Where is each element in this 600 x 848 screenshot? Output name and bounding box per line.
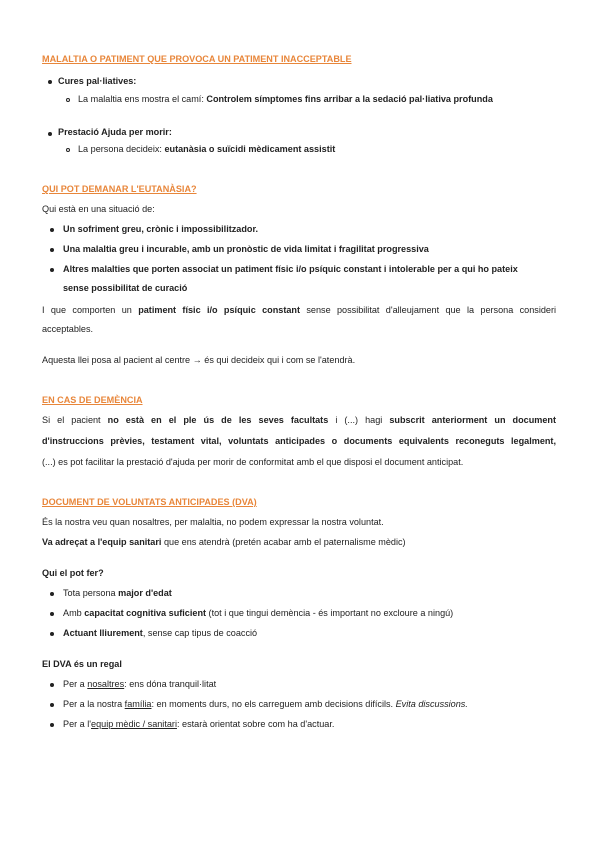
paragraph-line: És la nostra veu quan nosaltres, per malaltia, no podem expressar la nostra voluntat. <box>42 517 384 527</box>
list-item: Un sofriment greu, crònic i impossibilitzador. <box>63 224 259 234</box>
list-item-prestacio: Prestació Ajuda per morir: <box>58 127 172 137</box>
paragraph-line: I que comporten un patiment físic i/o psíquic constant sense possibilitat d'alleujament que la persona consideri <box>42 305 557 315</box>
subheading: El DVA és un regal <box>42 659 122 669</box>
intro-text: Qui està en una situació de: <box>42 204 155 214</box>
sub-item-prestacio: La persona decideix: eutanàsia o suïcidi mèdicament assistit <box>78 144 336 154</box>
list-item: Altres malalties que porten associat un patiment físic i/o psíquic constant i intolerable per a qui ho pateix <box>63 264 518 274</box>
paragraph-line: (...) es pot facilitar la prestació d'ajuda per morir de conformitat amb el que disposi el document anticipat. <box>42 457 464 467</box>
list-item: Per a nosaltres: ens dóna tranquil·litat <box>63 679 217 689</box>
bullet-icon <box>48 80 52 84</box>
section-heading-malaltia: MALALTIA O PATIMENT QUE PROVOCA UN PATIMENT INACCEPTABLE <box>42 54 352 64</box>
list-item-cures: Cures pal·liatives: <box>58 76 137 86</box>
paragraph-line: acceptables. <box>42 324 94 334</box>
list-item: Per a la nostra família: en moments durs, no els carreguem amb decisions difícils. Evita discussions. <box>63 699 468 709</box>
circle-bullet-icon <box>66 98 70 102</box>
list-item: Actuant lliurement, sense cap tipus de coacció <box>63 628 258 638</box>
section-heading-qui-pot: QUI POT DEMANAR L'EUTANÀSIA? <box>42 184 197 194</box>
note-text: Aquesta llei posa al pacient al centre → és qui decideix qui i com se l'atendrà. <box>42 355 356 365</box>
bullet-icon <box>50 703 54 707</box>
subheading: Qui el pot fer? <box>42 568 104 578</box>
list-item-continuation: sense possibilitat de curació <box>63 283 188 293</box>
section-heading-dva: DOCUMENT DE VOLUNTATS ANTICIPADES (DVA) <box>42 497 257 507</box>
bullet-icon <box>50 268 54 272</box>
sub-item-cures: La malaltia ens mostra el camí: Controlem símptomes fins arribar a la sedació pal·liativa profunda <box>78 94 493 104</box>
bullet-icon <box>50 632 54 636</box>
paragraph-line: d'instruccions prèvies, testament vital, voluntats anticipades o documents equivalents reconeguts legalment, <box>42 436 556 446</box>
circle-bullet-icon <box>66 148 70 152</box>
list-item: Amb capacitat cognitiva suficient (tot i que tingui demència - és important no excloure a ningú) <box>63 608 454 618</box>
bullet-icon <box>50 683 54 687</box>
bullet-icon <box>50 723 54 727</box>
bullet-icon <box>48 132 52 136</box>
list-item: Tota persona major d'edat <box>63 588 172 598</box>
bullet-icon <box>50 248 54 252</box>
paragraph-line: Si el pacient no està en el ple ús de les seves facultats i (...) hagi subscrit anteriorment un document <box>42 415 556 425</box>
bullet-icon <box>50 228 54 232</box>
paragraph-line: Va adreçat a l'equip sanitari que ens atendrà (pretén acabar amb el paternalisme mèdic) <box>42 537 406 547</box>
bullet-icon <box>50 592 54 596</box>
section-heading-demencia: EN CAS DE DEMÈNCIA <box>42 395 143 405</box>
bullet-icon <box>50 612 54 616</box>
list-item: Una malaltia greu i incurable, amb un pronòstic de vida limitat i fragilitat progressiva <box>63 244 429 254</box>
list-item: Per a l'equip mèdic / sanitari: estarà orientat sobre com ha d'actuar. <box>63 719 335 729</box>
